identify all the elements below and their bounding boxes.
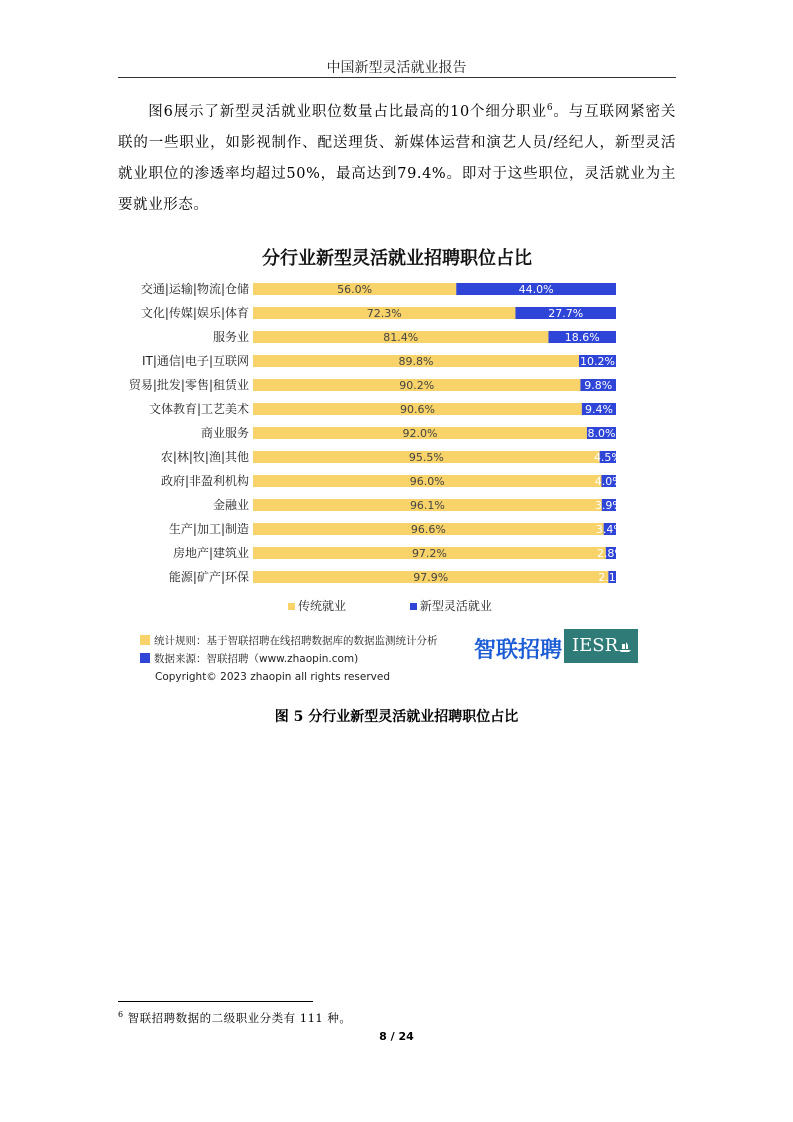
- legend-item-traditional: [288, 599, 346, 613]
- body-paragraph: [118, 97, 676, 221]
- data-label-traditional: 96.6%: [410, 523, 446, 536]
- legend-swatch-traditional: [288, 603, 295, 610]
- data-label-traditional: 96.0%: [409, 475, 445, 488]
- note-rule-text: 统计规则：基于智联招聘在线招聘数据库的数据监测统计分析: [154, 635, 438, 647]
- note-source-text: 数据来源：智联招聘（www.zhaopin.com): [154, 653, 359, 665]
- category-label: 生产|加工|制造: [168, 522, 249, 536]
- note-source-swatch: [140, 653, 150, 663]
- data-label-flexible: 4.0%: [594, 475, 623, 488]
- data-label-flexible: 4.5%: [593, 451, 622, 464]
- data-label-traditional: 97.9%: [413, 571, 449, 584]
- data-label-traditional: 81.4%: [383, 331, 419, 344]
- category-label: 交通|运输|物流|仓储: [140, 282, 249, 296]
- footnote: [118, 1010, 351, 1026]
- data-label-traditional: 96.1%: [409, 499, 445, 512]
- legend-label-traditional: 传统就业: [298, 599, 347, 613]
- data-label-flexible: 44.0%: [518, 283, 554, 296]
- category-label: 金融业: [212, 498, 249, 512]
- data-label-flexible: 2.1%: [598, 571, 627, 584]
- footnote-reference[interactable]: 6: [546, 103, 554, 114]
- category-label: 贸易|批发|零售|租赁业: [128, 378, 249, 392]
- data-label-traditional: 90.2%: [399, 379, 435, 392]
- iesr-logo-text: IESR: [572, 635, 619, 656]
- page-header-title: 中国新型灵活就业报告: [326, 60, 467, 76]
- page-number: 8 / 24: [379, 1030, 414, 1043]
- footnote-text: 智联招聘数据的二级职业分类有 111 种。: [127, 1011, 352, 1025]
- chart-notes: [140, 632, 438, 668]
- data-label-flexible: 8.0%: [587, 427, 616, 440]
- data-label-traditional: 97.2%: [411, 547, 447, 560]
- header-divider: [118, 77, 676, 78]
- footnote-divider: [118, 1001, 313, 1002]
- stacked-bar-chart: [118, 275, 638, 591]
- category-label: 文化|传媒|娱乐|体育: [140, 306, 249, 320]
- category-label: 服务业: [212, 330, 249, 344]
- data-label-flexible: 3.4%: [595, 523, 624, 536]
- zhaopin-logo: 智联招聘: [474, 638, 563, 663]
- category-label: 文体教育|工艺美术: [148, 402, 249, 416]
- category-label: IT|通信|电子|互联网: [142, 354, 249, 368]
- note-source: [140, 650, 438, 668]
- data-label-flexible: 3.9%: [594, 499, 623, 512]
- footnote-number: 6: [118, 1010, 124, 1020]
- legend-swatch-flexible: [410, 603, 417, 610]
- body-text-before: 图6展示了新型灵活就业职位数量占比最高的10个细分职业: [148, 104, 547, 120]
- data-label-flexible: 27.7%: [548, 307, 584, 320]
- category-label: 政府|非盈利机构: [160, 474, 249, 488]
- body-text-after: 。与互联网紧密关联的一些职业，如影视制作、配送理货、新媒体运营和演艺人员/经纪人，新型灵活就业职位的渗透率均超过50%，最高达到79.4%。即对于这些职位，灵活就业为主要就业形态。: [118, 104, 676, 213]
- copyright-text: Copyright© 2023 zhaopin all rights reserved: [155, 671, 391, 683]
- data-label-flexible: 9.8%: [584, 379, 613, 392]
- note-rule: [140, 632, 438, 650]
- ship-icon: [618, 641, 632, 653]
- data-label-flexible: 9.4%: [584, 403, 613, 416]
- legend-label-flexible: 新型灵活就业: [419, 599, 492, 613]
- chart-title: 分行业新型灵活就业招聘职位占比: [262, 248, 532, 269]
- category-label: 商业服务: [200, 426, 249, 440]
- data-label-flexible: 18.6%: [564, 331, 600, 344]
- data-label-flexible: 10.2%: [580, 355, 615, 368]
- data-label-traditional: 89.8%: [398, 355, 434, 368]
- category-label: 能源|矿产|环保: [168, 570, 249, 584]
- figure-caption: 图 5 分行业新型灵活就业招聘职位占比: [274, 709, 519, 725]
- note-rule-swatch: [140, 635, 150, 645]
- category-label: 房地产|建筑业: [172, 546, 249, 560]
- iesr-logo: [564, 629, 638, 663]
- chart-legend: [288, 597, 492, 614]
- data-label-traditional: 72.3%: [366, 307, 402, 320]
- category-label: 农|林|牧|渔|其他: [160, 450, 249, 464]
- data-label-traditional: 95.5%: [408, 451, 444, 464]
- legend-item-flexible: [410, 599, 492, 613]
- data-label-traditional: 56.0%: [337, 283, 373, 296]
- data-label-traditional: 90.6%: [399, 403, 435, 416]
- data-label-flexible: 2.8%: [596, 547, 625, 560]
- data-label-traditional: 92.0%: [402, 427, 438, 440]
